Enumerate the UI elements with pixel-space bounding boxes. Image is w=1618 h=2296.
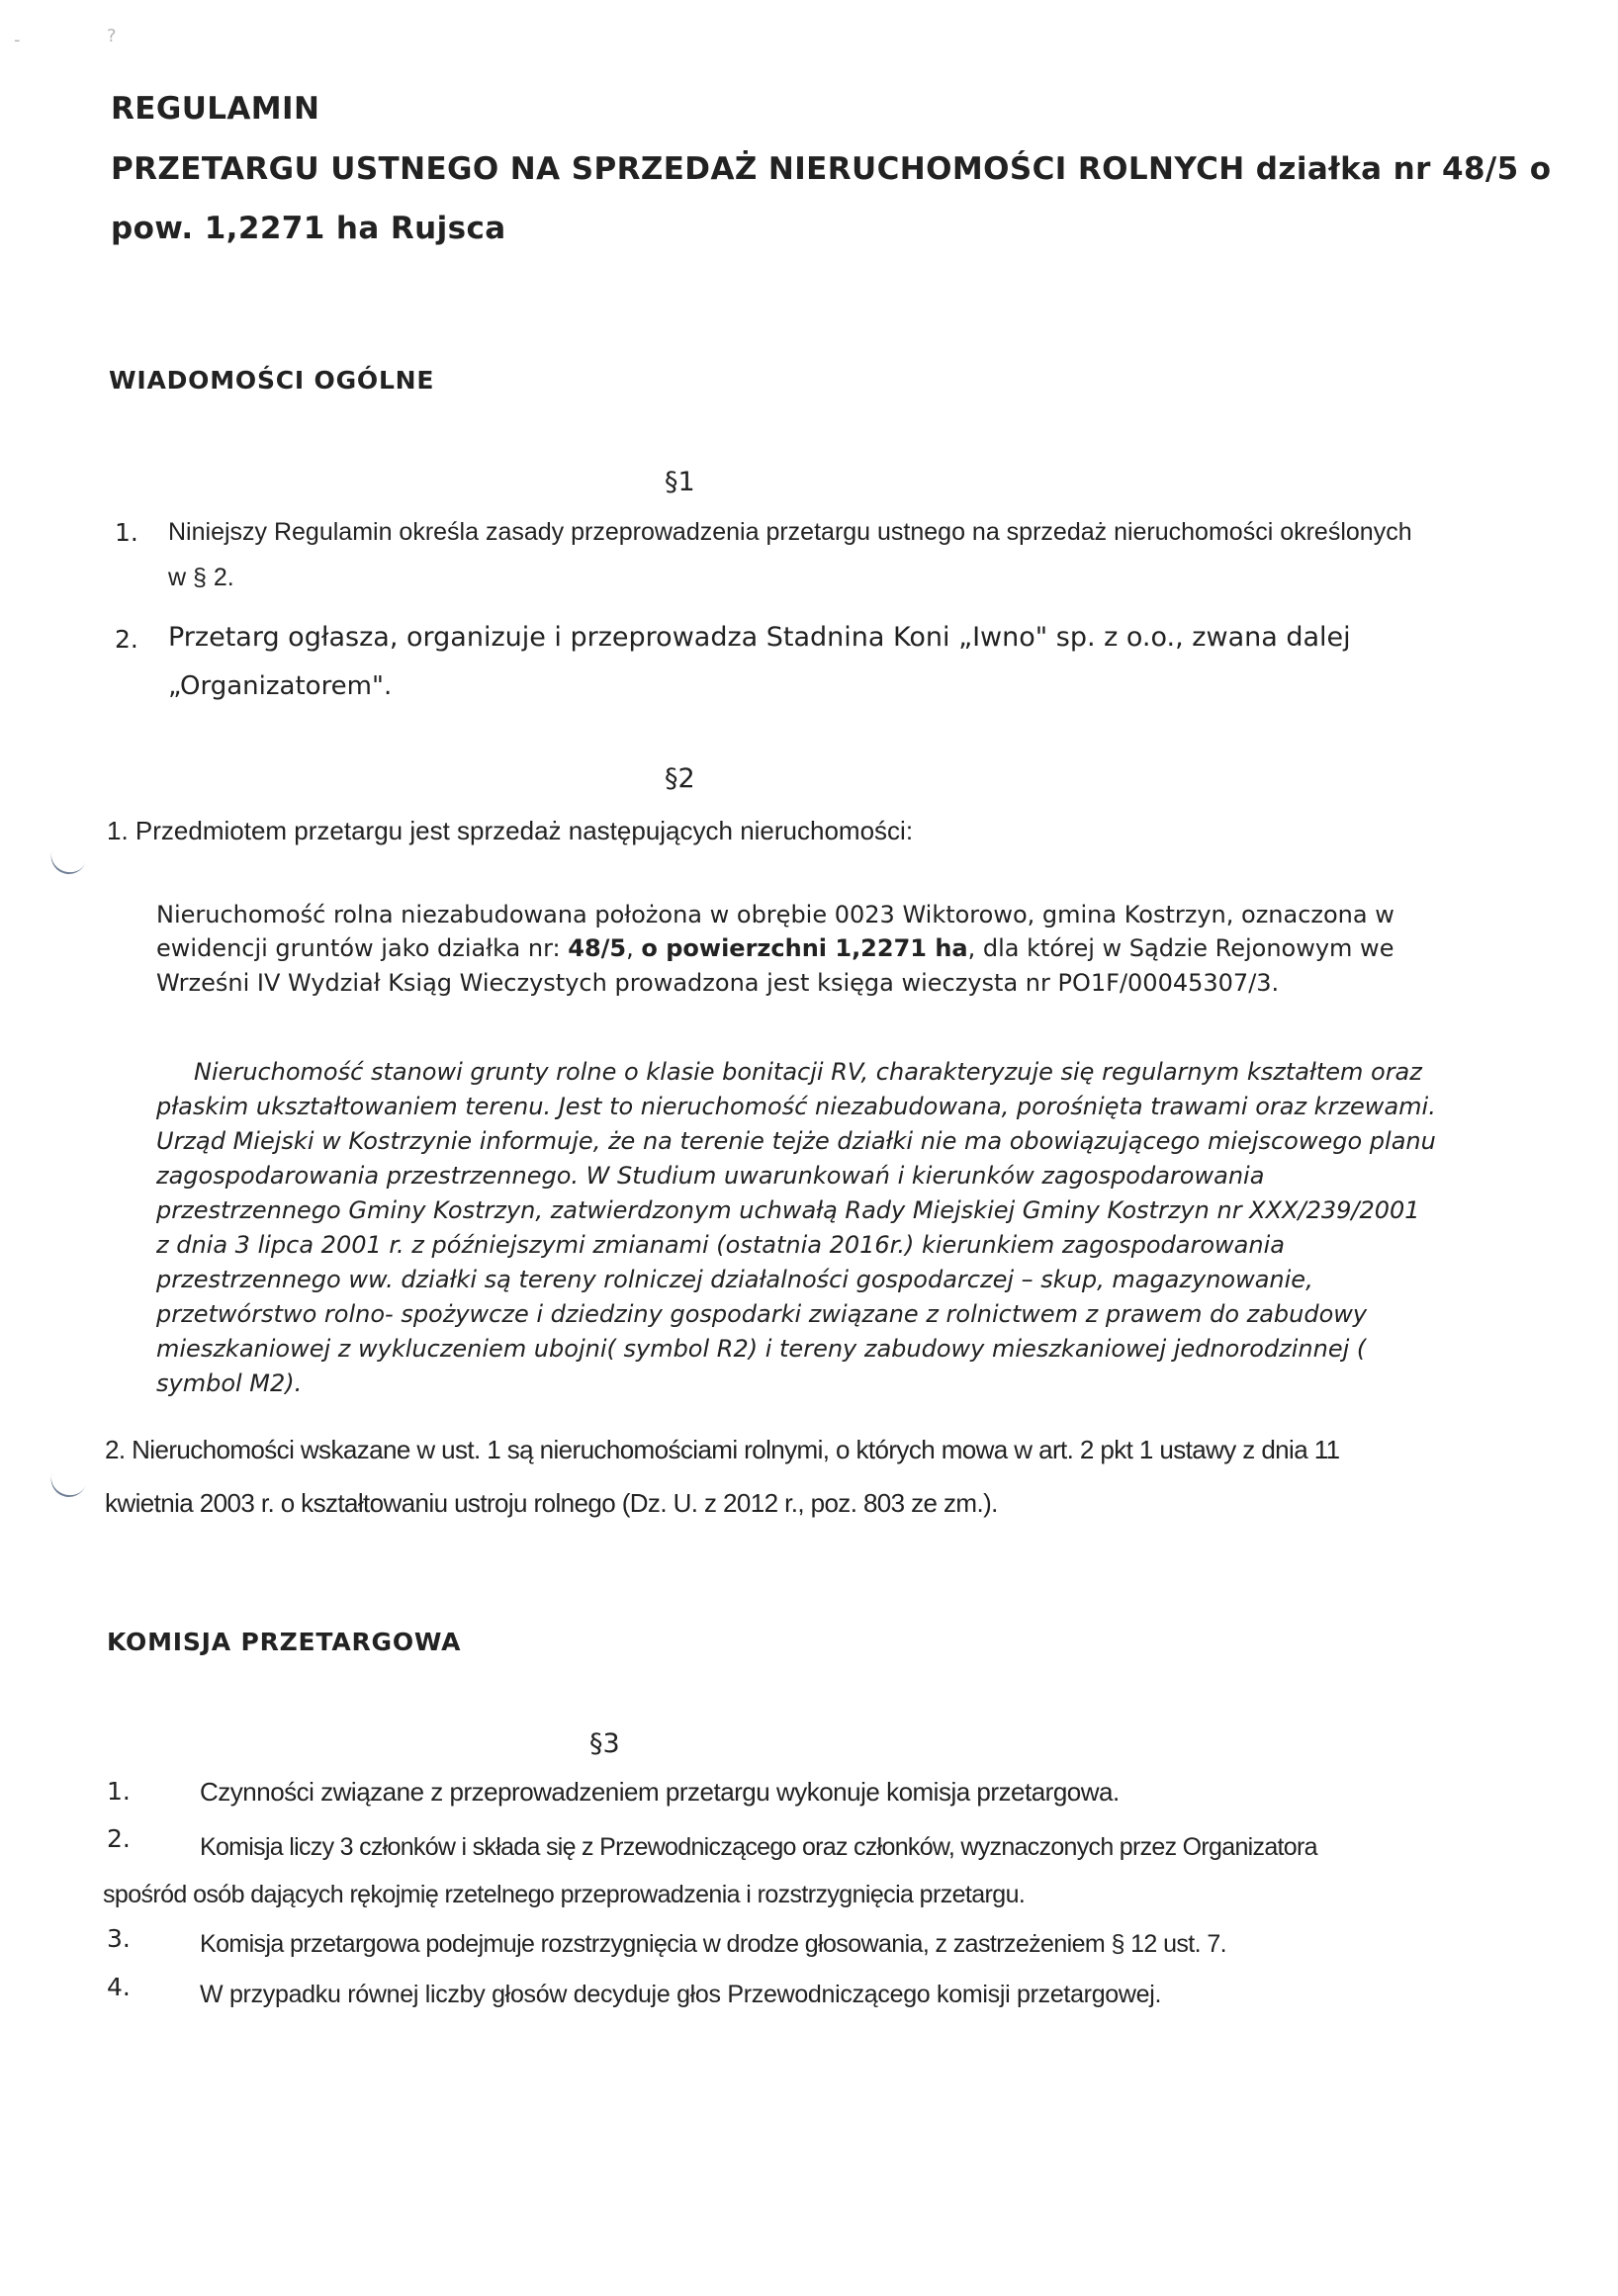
text-run: , xyxy=(626,934,642,962)
list-item-text: Niniejszy Regulamin określa zasady przeprowadzenia przetargu ustnego na sprzedaż nieruchomości określonych xyxy=(168,518,1412,546)
list-item-number: 3. xyxy=(107,1924,131,1953)
list-item-text: W przypadku równej liczby głosów decyduje głos Przewodniczącego komisji przetargowej. xyxy=(200,1981,1162,2008)
scan-noise-mark: ? xyxy=(107,26,117,46)
list-item-text: Komisja przetargowa podejmuje rozstrzygnięcia w drodze głosowania, z zastrzeżeniem § 12 ust. 7. xyxy=(200,1930,1226,1958)
list-item-text: Przetarg ogłasza, organizuje i przeprowadza Stadnina Koni „Iwno" sp. z o.o., zwana dalej xyxy=(168,622,1351,653)
italic-description-line: przestrzennego ww. działki są tereny rolniczej działalności gospodarczej – skup, magazynowanie, xyxy=(156,1266,1313,1293)
section-heading-commission: KOMISJA PRZETARGOWA xyxy=(107,1628,462,1656)
list-item-text-continuation: spośród osób dających rękojmię rzetelnego przeprowadzenia i rozstrzygnięcia przetargu. xyxy=(103,1881,1026,1908)
section-heading-general: WIADOMOŚCI OGÓLNE xyxy=(109,366,435,395)
plot-area: o powierzchni 1,2271 ha xyxy=(641,934,968,962)
property-description-line: Wrześni IV Wydział Ksiąg Wieczystych prowadzona jest księga wieczysta nr PO1F/00045307/3. xyxy=(156,969,1280,997)
list-item-text: 1. Przedmiotem przetargu jest sprzedaż następujących nieruchomości: xyxy=(107,816,914,845)
list-item-number: 1. xyxy=(107,1777,131,1806)
italic-description-line: Urząd Miejski w Kostrzynie informuje, że na terenie tejże działki nie ma obowiązującego miejscowego planu xyxy=(156,1127,1436,1155)
property-description-line xyxy=(156,931,1393,965)
paragraph-sign-2: §2 xyxy=(665,763,695,794)
paragraph-sign-1: §1 xyxy=(665,467,695,497)
list-item-text: Czynności związane z przeprowadzeniem przetargu wykonuje komisja przetargowa. xyxy=(200,1777,1120,1807)
italic-description-line: mieszkaniowej z wykluczeniem ubojni( symbol R2) i tereny zabudowy mieszkaniowej jednorodzinnej ( xyxy=(156,1335,1367,1363)
text-run: ewidencji gruntów jako działka nr: xyxy=(156,934,569,962)
list-item-text-continuation: kwietnia 2003 r. o kształtowaniu ustroju rolnego (Dz. U. z 2012 r., poz. 803 ze zm.). xyxy=(105,1488,998,1518)
list-item-number: 1. xyxy=(115,518,138,547)
italic-description-line: przestrzennego Gminy Kostrzyn, zatwierdzonym uchwałą Rady Miejskiej Gminy Kostrzyn nr XXX/239/2001 xyxy=(156,1196,1420,1224)
document-subtitle-line2: pow. 1,2271 ha Rujsca xyxy=(111,211,506,246)
paragraph-sign-3: §3 xyxy=(589,1728,620,1759)
list-item-number: 2. xyxy=(107,1824,131,1853)
scan-noise-mark: - xyxy=(14,30,21,50)
property-description-line: Nieruchomość rolna niezabudowana położona w obrębie 0023 Wiktorowo, gmina Kostrzyn, oznaczona w xyxy=(156,901,1394,928)
italic-description-line: z dnia 3 lipca 2001 r. z późniejszymi zmianami (ostatnia 2016r.) kierunkiem zagospodarowania xyxy=(156,1231,1285,1259)
list-item-number: 4. xyxy=(107,1973,131,2001)
text-run: , dla której w Sądzie Rejonowym we xyxy=(967,934,1394,962)
punch-hole-mark xyxy=(46,832,93,879)
italic-description-line: płaskim ukształtowaniem terenu. Jest to nieruchomość niezabudowana, porośnięta trawami oraz krzewami. xyxy=(156,1093,1436,1120)
document-subtitle-line1: PRZETARGU USTNEGO NA SPRZEDAŻ NIERUCHOMOŚCI ROLNYCH działka nr 48/5 o xyxy=(111,151,1552,187)
list-item-text-continuation: w § 2. xyxy=(168,564,234,591)
list-item-text: Komisja liczy 3 członków i składa się z Przewodniczącego oraz członków, wyznaczonych przez Organizatora xyxy=(200,1833,1317,1861)
italic-description-line: Nieruchomość stanowi grunty rolne o klasie bonitacji RV, charakteryzuje się regularnym kształtem oraz xyxy=(194,1058,1422,1086)
italic-description-line: symbol M2). xyxy=(156,1369,303,1397)
punch-hole-mark xyxy=(46,1455,93,1502)
list-item-number: 2. xyxy=(115,625,138,654)
list-item-text-continuation: „Organizatorem". xyxy=(168,671,393,701)
document-title: REGULAMIN xyxy=(111,91,320,127)
plot-number: 48/5 xyxy=(568,934,627,962)
italic-description-line: zagospodarowania przestrzennego. W Studium uwarunkowań i kierunków zagospodarowania xyxy=(156,1162,1265,1190)
italic-description-line: przetwórstwo rolno- spożywcze i dziedziny gospodarki związane z rolnictwem z prawem do zabudowy xyxy=(156,1300,1368,1328)
list-item-text: 2. Nieruchomości wskazane w ust. 1 są nieruchomościami rolnymi, o których mowa w art. 2 pkt 1 ustawy z dnia 11 xyxy=(105,1435,1340,1464)
